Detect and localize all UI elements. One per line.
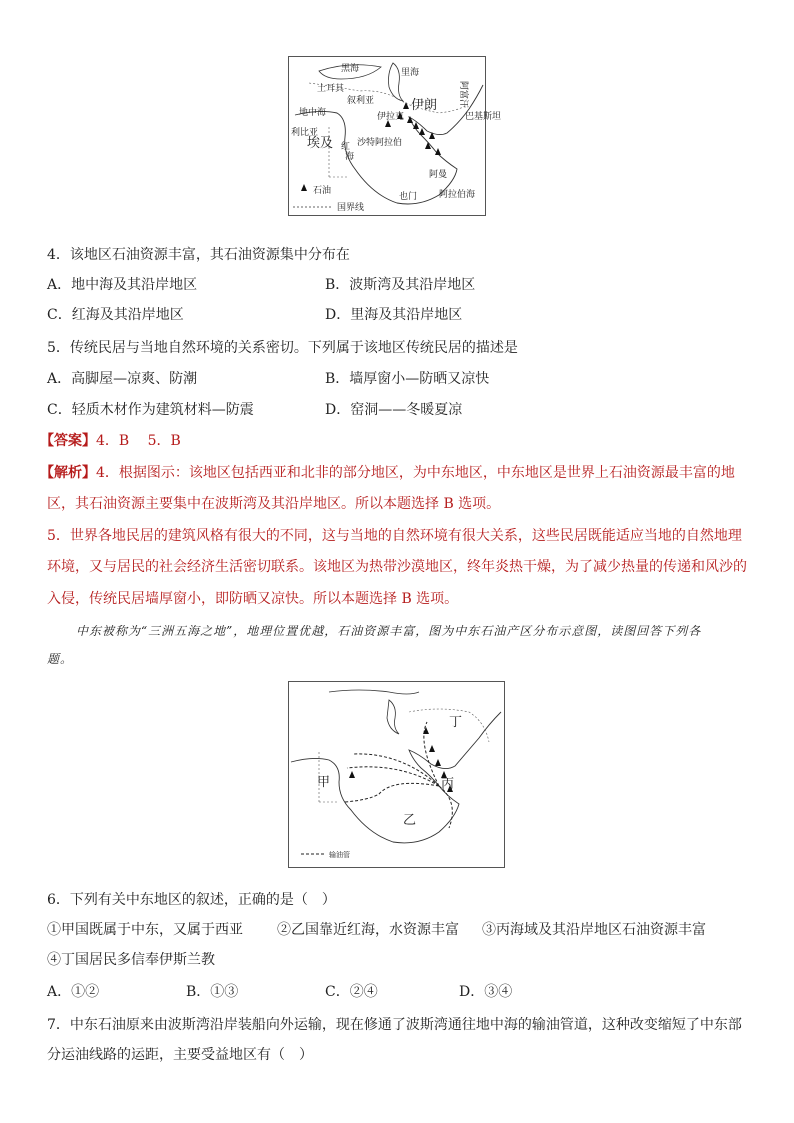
q6-stem: 6．下列有关中东地区的叙述，正确的是（ ） bbox=[47, 892, 336, 908]
q6-statement-1: ①甲国既属于中东，又属于西亚 bbox=[47, 922, 243, 938]
label-yemen: 也门 bbox=[399, 192, 418, 202]
label-xuliya: 叙利亚 bbox=[347, 96, 375, 106]
q5-option-b[interactable]: B．墙厚窗小—防晒又凉快 bbox=[325, 371, 490, 387]
q5-option-a[interactable]: A．高脚屋—凉爽、防潮 bbox=[47, 371, 198, 387]
label-lihai: 里海 bbox=[401, 68, 420, 78]
q6-option-c[interactable]: C．②④ bbox=[325, 984, 378, 1000]
label-aiji: 埃及 bbox=[307, 136, 334, 151]
label-aman: 阿曼 bbox=[429, 170, 448, 180]
analysis-text-1: 4．根据图示：该地区包括西亚和北非的部分地区，为中东地区，中东地区是世界上石油资源最丰富的地 bbox=[96, 465, 735, 481]
analysis-line-2: 区，其石油资源主要集中在波斯湾及其沿岸地区。所以本题选择 B 选项。 bbox=[47, 496, 501, 512]
label-heihai: 黑海 bbox=[341, 64, 360, 74]
analysis-line-4: 环境，又与居民的社会经济生活密切联系。该地区为热带沙漠地区，终年炎热干燥，为了减少热量的传递和风沙的 bbox=[47, 559, 747, 575]
q4-stem: 4．该地区石油资源丰富，其石油资源集中分布在 bbox=[47, 247, 350, 263]
q7-line-2: 分运油线路的运距，主要受益地区有（ ） bbox=[47, 1047, 313, 1063]
label-tuerqi: 土耳其 bbox=[317, 84, 345, 94]
answer-tag: 【答案】 bbox=[40, 433, 96, 449]
answer-line bbox=[40, 430, 181, 450]
q5-option-c[interactable]: C．轻质木材作为建筑材料—防震 bbox=[47, 402, 254, 418]
label-jia: 甲 bbox=[317, 775, 331, 790]
analysis-tag: 【解析】 bbox=[40, 465, 96, 481]
q6-statement-3: ③丙海域及其沿岸地区石油资源丰富 bbox=[482, 922, 706, 938]
label-yilake: 伊拉克 bbox=[377, 112, 405, 122]
label-libiya: 利比亚 bbox=[291, 128, 319, 138]
q6-option-d[interactable]: D．③④ bbox=[459, 984, 513, 1000]
map-middle-east-pipelines bbox=[288, 681, 505, 868]
label-hai: 海 bbox=[345, 152, 355, 162]
label-bajisitan: 巴基斯坦 bbox=[465, 112, 502, 122]
label-hong: 红 bbox=[341, 142, 351, 152]
legend-pipeline: 输油管 bbox=[329, 851, 350, 859]
label-alabohai: 阿拉伯海 bbox=[439, 190, 476, 200]
q4-option-b[interactable]: B．波斯湾及其沿岸地区 bbox=[325, 277, 476, 293]
q6-option-b[interactable]: B．①③ bbox=[186, 984, 239, 1000]
q4-option-c[interactable]: C．红海及其沿岸地区 bbox=[47, 307, 184, 323]
q5-option-d[interactable]: D．窑洞——冬暖夏凉 bbox=[325, 402, 463, 418]
q6-option-a[interactable]: A．①② bbox=[47, 984, 100, 1000]
q4-option-a[interactable]: A．地中海及其沿岸地区 bbox=[47, 277, 198, 293]
analysis-line-3: 5．世界各地民居的建筑风格有很大的不同，这与当地的自然环境有很大关系，这些民居既能适应当地的自然地理 bbox=[47, 528, 742, 544]
label-ding: 丁 bbox=[449, 715, 463, 730]
q4-option-d[interactable]: D．里海及其沿岸地区 bbox=[325, 307, 463, 323]
analysis-line-5: 入侵，传统民居墙厚窗小，即防晒又凉快。所以本题选择 B 选项。 bbox=[47, 591, 459, 607]
legend-border: 国界线 bbox=[337, 203, 365, 213]
label-bing: 丙 bbox=[441, 777, 455, 792]
intro-line-2: 题。 bbox=[47, 652, 74, 666]
label-shatealabo: 沙特阿拉伯 bbox=[357, 138, 403, 148]
label-dizhonghai: 地中海 bbox=[299, 108, 327, 118]
map-middle-east-oil bbox=[288, 56, 502, 216]
intro-line-1: 中东被称为“三洲五海之地”，地理位置优越，石油资源丰富，图为中东石油产区分布示意图，读图回答下列各 bbox=[76, 624, 702, 638]
label-yi: 乙 bbox=[403, 813, 417, 828]
label-afuhan: 阿富汗 bbox=[458, 81, 468, 109]
q6-statement-4: ④丁国居民多信奉伊斯兰教 bbox=[47, 952, 215, 968]
legend-oil: 石油 bbox=[313, 186, 332, 196]
q7-line-1: 7．中东石油原来由波斯湾沿岸装船向外运输，现在修通了波斯湾通往地中海的输油管道，这种改变缩短了中东部 bbox=[47, 1017, 742, 1033]
q6-statement-2: ②乙国靠近红海，水资源丰富 bbox=[277, 922, 459, 938]
answer-text: 4．B 5．B bbox=[96, 433, 181, 449]
label-yilang: 伊朗 bbox=[411, 98, 438, 113]
analysis-line-1 bbox=[40, 462, 735, 482]
q5-stem: 5．传统民居与当地自然环境的关系密切。下列属于该地区传统民居的描述是 bbox=[47, 340, 518, 356]
